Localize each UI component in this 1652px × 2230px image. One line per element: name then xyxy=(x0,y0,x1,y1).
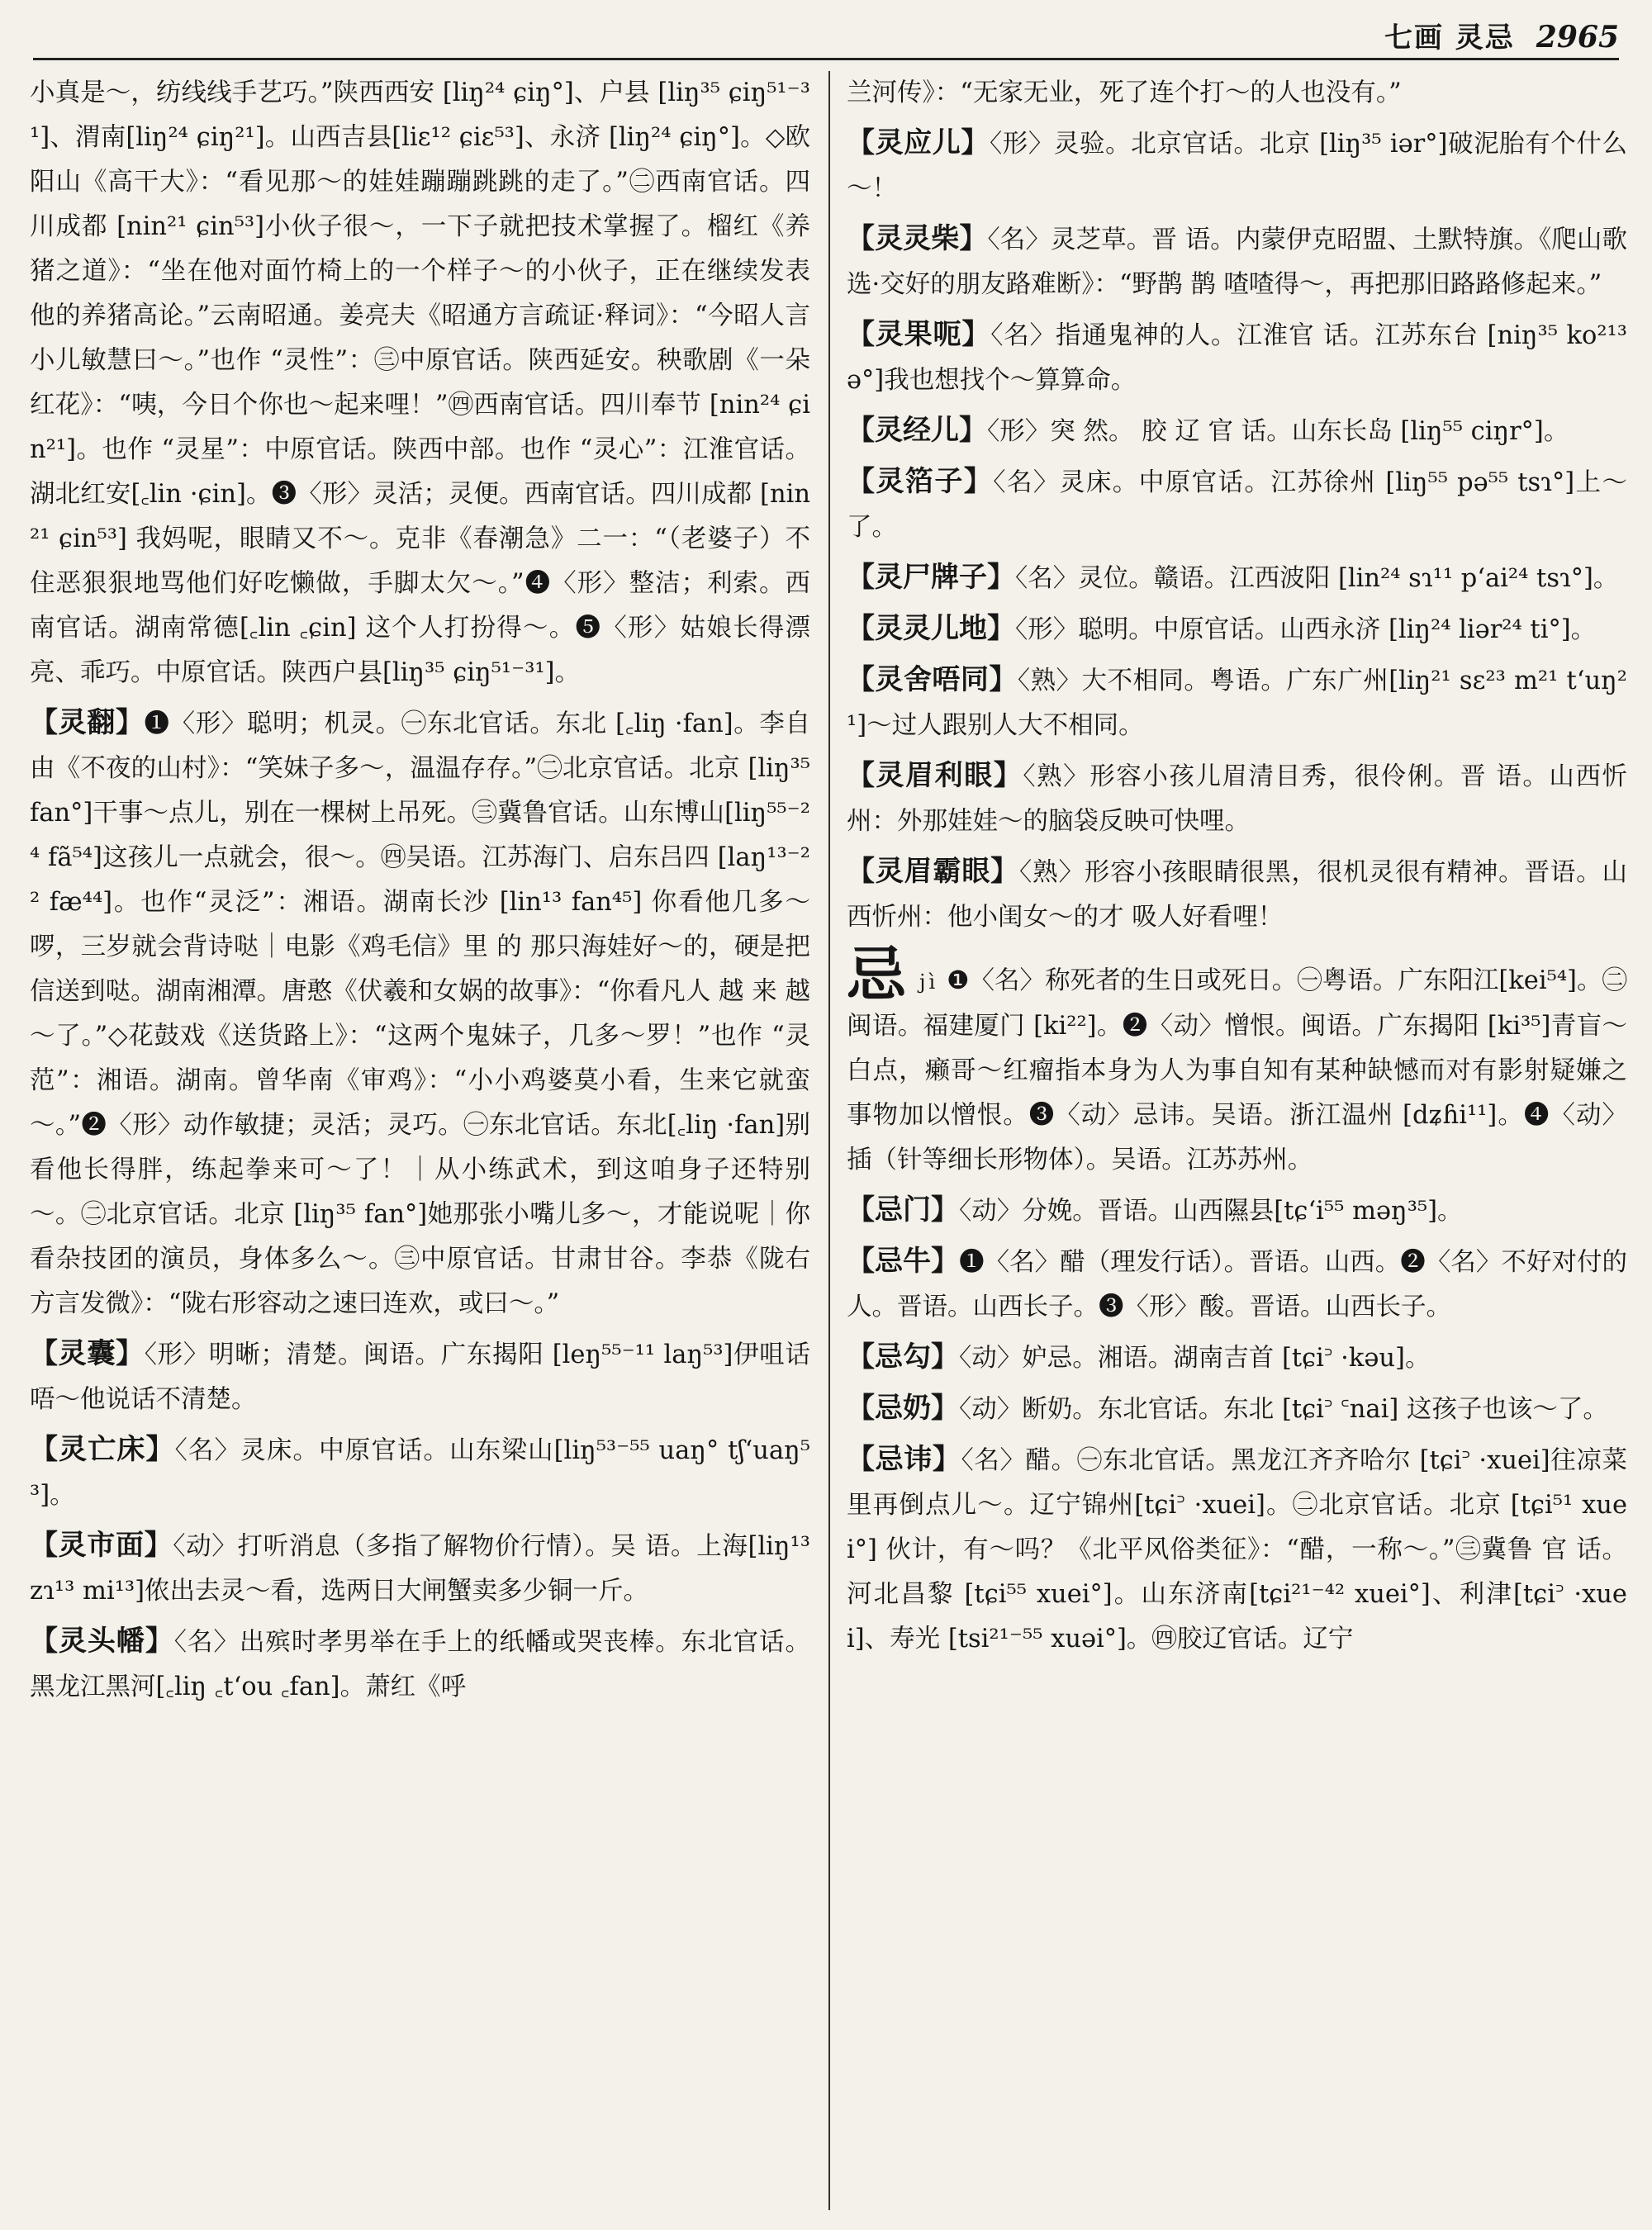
dictionary-entry xyxy=(847,1335,1627,1381)
page-header xyxy=(33,0,1619,58)
entry-headword: 【灵经儿】 xyxy=(847,414,987,447)
entry-headword: 【灵市面】 xyxy=(30,1529,173,1562)
dictionary-entry xyxy=(30,1619,810,1710)
dictionary-entry xyxy=(847,459,1627,550)
entry-headword: 【灵翻】 xyxy=(30,706,145,739)
dictionary-entry xyxy=(847,753,1627,844)
header-rule xyxy=(33,58,1619,60)
entry-headword: 【灵头幡】 xyxy=(30,1625,174,1658)
entry-headword: 【灵眉霸眼】 xyxy=(847,855,1020,888)
entry-headword: 【忌勾】 xyxy=(847,1340,959,1374)
page-number: 2965 xyxy=(1536,20,1619,55)
entry-definition: ❶〈名〉醋（理发行话）。晋语。山西。❷〈名〉不好对付的人。晋语。山西长子。❸〈形〉酸。晋语。山西长子。 xyxy=(847,1248,1627,1321)
entry-headword: 【灵眉利眼】 xyxy=(847,759,1023,792)
dictionary-entry xyxy=(847,1188,1627,1234)
entry-definition: 〈动〉打听消息（多指了解物价行情）。吴 语。上海[liŋ¹³ zɿ¹³ mi¹³]侬出去灵～看，选两日大闸蟹卖多少铜一斤。 xyxy=(30,1532,810,1606)
entry-definition: ❶〈名〉称死者的生日或死日。㊀粤语。广东阳江[kei⁵⁴]。㊁闽语。福建厦门 [ki²²]。❷〈动〉憎恨。闽语。广东揭阳 [ki³⁵]青盲～白点，癞哥～红瘤指本身为人为事自知有某种缺憾而对有影射疑嫌之事物加以憎恨。❸〈动〉忌讳。吴语。浙江温州 [dʑɦi¹¹]。❹〈动〉插（针等细长形物体）。吴语。江苏苏州。 xyxy=(847,966,1627,1174)
entry-definition: 〈动〉分娩。晋语。山西隰县[tɕʻi⁵⁵ məŋ³⁵]。 xyxy=(959,1197,1463,1226)
entry-definition: 〈名〉灵芝草。晋 语。内蒙伊克昭盟、土默特旗。《爬山歌选·交好的朋友路难断》：“野鹊 鹊 喳喳得～，再把那旧路路修起来。” xyxy=(847,225,1627,299)
entry-headword: 【忌奶】 xyxy=(847,1392,959,1425)
entry-definition: 〈熟〉形容小孩儿眉清目秀，很伶俐。晋 语。山西忻州：外那娃娃～的脑袋反映可快哩。 xyxy=(847,762,1627,836)
dictionary-entry xyxy=(847,1239,1627,1330)
entry-definition: 〈名〉灵床。中原官话。江苏徐州 [liŋ⁵⁵ pə⁵⁵ tsɿ°]上～了。 xyxy=(847,468,1627,542)
entry-definition: 〈名〉灵床。中原官话。山东梁山[liŋ⁵³⁻⁵⁵ uaŋ° tʃʻuaŋ⁵³]。 xyxy=(30,1436,810,1510)
entry-definition: 小真是～，纺线线手艺巧。”陕西西安 [liŋ²⁴ ɕiŋ°]、户县 [liŋ³⁵ ɕiŋ⁵¹⁻³¹]、渭南[liŋ²⁴ ɕiŋ²¹]。山西吉县[liɛ¹² ɕiɛ⁵³]、永济 [liŋ²⁴ ɕiŋ°]。◇欧阳山《高干大》：“看见那～的娃娃蹦蹦跳跳的走了。”㊁西南官话。四川成都 [nin²¹ ɕin⁵³]小伙子很～，一下子就把技术掌握了。榴红《养猪之道》：“坐在他对面竹椅上的一个样子～的小伙子，正在继续发表他的养猪高论。”云南昭通。姜亮夫《昭通方言疏证·释词》：“今昭人言小儿敏慧曰～。”也作 “灵性”：㊂中原官话。陕西延安。秧歌剧《一朵红花》：“咦，今日个你也～起来哩！”㊃西南官话。四川奉节 [nin²⁴ ɕin²¹]。也作 “灵星”：中原官话。陕西中部。也作 “灵心”：江淮官话。湖北红安[꜀lin ·ɕin]。❸〈形〉灵活；灵便。西南官话。四川成都 [nin²¹ ɕin⁵³] 我妈呢，眼睛又不～。克非《春潮急》二一：“（老婆子）不住恶狠狠地骂他们好吃懒做，手脚太欠～。”❹〈形〉整洁；利索。西南官话。湖南常德[꜀lin ꜀ɕin] 这个人打扮得～。❺〈形〉姑娘长得漂亮、乖巧。中原官话。陕西户县[liŋ³⁵ ɕiŋ⁵¹⁻³¹]。 xyxy=(30,78,810,687)
entry-headword: 【灵囊】 xyxy=(30,1337,145,1370)
dictionary-entry xyxy=(847,312,1627,403)
dictionary-entry xyxy=(30,700,810,1326)
entry-headword: 【忌门】 xyxy=(847,1193,959,1226)
header-right xyxy=(1384,15,1619,55)
dictionary-entry xyxy=(847,121,1627,211)
entry-headword: 【忌讳】 xyxy=(847,1443,961,1476)
headword-character: 忌 xyxy=(847,939,907,1009)
column-divider xyxy=(828,71,830,2210)
dictionary-entry xyxy=(847,939,1627,1183)
entry-headword: 【灵应儿】 xyxy=(847,126,990,159)
entry-headword: 【灵果呃】 xyxy=(847,318,991,351)
dictionary-entry xyxy=(847,1437,1627,1662)
left-column xyxy=(30,71,810,2210)
headword-pronunciation: jì xyxy=(919,970,939,994)
dictionary-entry xyxy=(847,71,1627,116)
dictionary-entry xyxy=(847,1386,1627,1432)
dictionary-entry xyxy=(847,606,1627,652)
dictionary-entry xyxy=(847,849,1627,940)
entry-definition: 〈形〉灵验。北京官话。北京 [liŋ³⁵ iər°]破泥胎有个什么～！ xyxy=(847,130,1627,203)
entry-definition: 〈名〉出殡时孝男举在手上的纸幡或哭丧棒。东北官话。黑龙江黑河[꜀liŋ ꜀tʻou ꜀fan]。萧红《呼 xyxy=(30,1628,810,1701)
entry-headword: 【忌牛】 xyxy=(847,1245,960,1278)
section-title: 七画 灵忌 xyxy=(1384,21,1515,55)
entry-definition: 兰河传》：“无家无业，死了连个打～的人也没有。” xyxy=(847,78,1402,107)
entry-definition: 〈名〉醋。㊀东北官话。黑龙江齐齐哈尔 [tɕi꜄ ·xuei]往凉菜里再倒点儿～。辽宁锦州[tɕi꜄ ·xuei]。㊁北京官话。北京 [tɕi⁵¹ xuei°] 伙计，有～吗？《北平风俗类征》：“醋，一称～。”㊂冀鲁 官 话。河北昌黎 [tɕi⁵⁵ xuei°]。山东济南[tɕi²¹⁻⁴² xuei°]、利津[tɕi꜄ ·xuei]、寿光 [tsi²¹⁻⁵⁵ xuəi°]。㊃胶辽官话。辽宁 xyxy=(847,1446,1627,1654)
dictionary-entry xyxy=(30,71,810,695)
entry-definition: 〈熟〉大不相同。粤语。广东广州[liŋ²¹ sɛ²³ m²¹ tʻuŋ²¹]～过人跟别人大不相同。 xyxy=(847,667,1627,740)
entry-definition: 〈形〉聪明。中原官话。山西永济 [liŋ²⁴ liər²⁴ ti°]。 xyxy=(1015,615,1597,644)
entry-definition: 〈形〉突 然。 胶 辽 官 话。山东长岛 [liŋ⁵⁵ ciŋr°]。 xyxy=(987,417,1569,446)
entry-definition: 〈名〉指通鬼神的人。江淮官 话。江苏东台 [niŋ³⁵ ko²¹³ ə°]我也想找个～算算命。 xyxy=(847,321,1627,395)
entry-definition: 〈名〉灵位。赣语。江西波阳 [lin²⁴ sɿ¹¹ pʻai²⁴ tsɿ°]。 xyxy=(1015,564,1619,593)
right-column xyxy=(847,71,1627,2210)
entry-headword: 【灵灵儿地】 xyxy=(847,612,1015,645)
dictionary-entry xyxy=(847,555,1627,601)
entry-headword: 【灵箔子】 xyxy=(847,465,994,498)
entry-headword: 【灵亡床】 xyxy=(30,1433,175,1466)
dictionary-entry xyxy=(30,1523,810,1614)
entry-definition: ❶〈形〉聪明；机灵。㊀东北官话。东北 [꜀liŋ ·fan]。李自由《不夜的山村》：“笑妹子多～，温温存存。”㊁北京官话。北京 [liŋ³⁵ fan°]干事～点儿，别在一棵树上吊死。㊂冀鲁官话。山东博山[liŋ⁵⁵⁻²⁴ fã⁵⁴]这孩儿一点就会，很～。㊃吴语。江苏海门、启东吕四 [laŋ¹³⁻²² fæ⁴⁴]。也作“灵泛”：湘语。湖南长沙 [lin¹³ fan⁴⁵] 你看他几多～啰，三岁就会背诗哒｜电影《鸡毛信》里 的 那只海娃好～的，硬是把信送到哒。湖南湘潭。唐憨《伏羲和女娲的故事》：“你看凡人 越 来 越～了。”◇花鼓戏《送货路上》：“这两个鬼妹子，几多～罗！”也作 “灵范”：湘语。湖南。曾华南《审鸡》：“小小鸡婆莫小看，生来它就蛮～。”❷〈形〉动作敏捷；灵活；灵巧。㊀东北官话。东北[꜀liŋ ·fan]别看他长得胖，练起拳来可～了！｜从小练武术，到这咱身子还特别～。㊁北京官话。北京 [liŋ³⁵ fan°]她那张小嘴儿多～，才能说呢｜你看杂技团的演员，身体多么～。㊂中原官话。甘肃甘谷。李恭《陇右方言发微》：“陇右形容动之速曰连欢，或曰～。” xyxy=(30,709,810,1318)
dictionary-entry xyxy=(30,1427,810,1518)
entry-definition: 〈动〉断奶。东北官话。东北 [tɕi꜄ ꜂nai] 这孩子也该～了。 xyxy=(959,1395,1608,1424)
entry-headword: 【灵灵柴】 xyxy=(847,222,988,255)
dictionary-entry xyxy=(847,408,1627,454)
entry-definition: 〈熟〉形容小孩眼睛很黑，很机灵很有精神。晋语。山西忻州：他小闺女～的才 吸人好看哩！ xyxy=(847,858,1627,932)
dictionary-entry xyxy=(30,1331,810,1422)
entry-definition: 〈形〉明晰；清楚。闽语。广东揭阳 [leŋ⁵⁵⁻¹¹ laŋ⁵³]伊咀话唔～他说话不清楚。 xyxy=(30,1340,810,1414)
dictionary-entry xyxy=(847,216,1627,307)
entry-headword: 【灵尸牌子】 xyxy=(847,561,1015,594)
entry-headword: 【灵舍唔同】 xyxy=(847,663,1018,696)
dictionary-entry xyxy=(847,657,1627,748)
entry-definition: 〈动〉妒忌。湘语。湖南吉首 [tɕi꜄ ·kəu]。 xyxy=(959,1344,1431,1373)
